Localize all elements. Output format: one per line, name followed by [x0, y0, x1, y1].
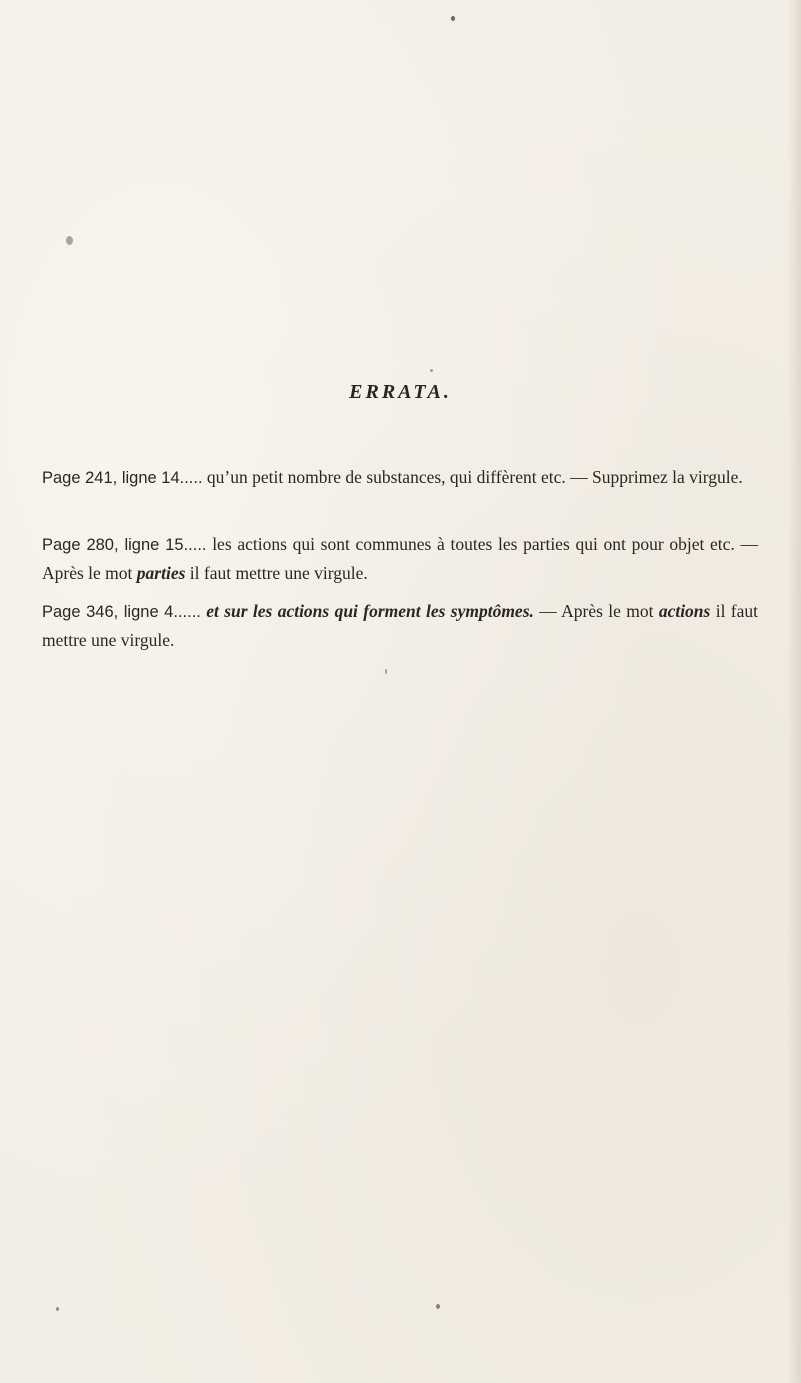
erratum-italic-word: actions — [658, 601, 711, 621]
paper-speck — [56, 1307, 59, 1311]
paper-speck — [451, 16, 455, 21]
paper-speck — [385, 669, 387, 674]
erratum-correction-end: il faut mettre une virgule. — [42, 601, 758, 650]
erratum-reference: Page 346, ligne 4...... — [42, 603, 201, 621]
erratum-entry-2 — [42, 530, 758, 587]
erratum-correction: — Après le mot — [533, 601, 659, 621]
page-title: ERRATA. — [349, 381, 452, 403]
paper-speck — [436, 1304, 440, 1309]
erratum-italic-word: parties — [136, 563, 186, 583]
paper-speck — [66, 236, 73, 245]
paper-speck — [430, 369, 433, 372]
erratum-reference: Page 280, ligne 15..... — [42, 536, 207, 554]
page-edge-shadow — [787, 0, 801, 1383]
erratum-entry-3 — [42, 597, 758, 654]
erratum-reference: Page 241, ligne 14..... — [42, 469, 203, 487]
erratum-italic-phrase: et sur les actions qui forment les symptômes. — [200, 601, 534, 621]
erratum-correction-end: il faut mettre une virgule. — [185, 563, 368, 583]
erratum-correction: qu’un petit nombre de substances, qui diffèrent etc. — Supprimez la virgule. — [202, 467, 743, 487]
erratum-correction: les actions qui sont communes à toutes les parties qui ont pour objet etc. — Après le mot — [42, 534, 758, 583]
erratum-entry-1 — [42, 463, 758, 492]
